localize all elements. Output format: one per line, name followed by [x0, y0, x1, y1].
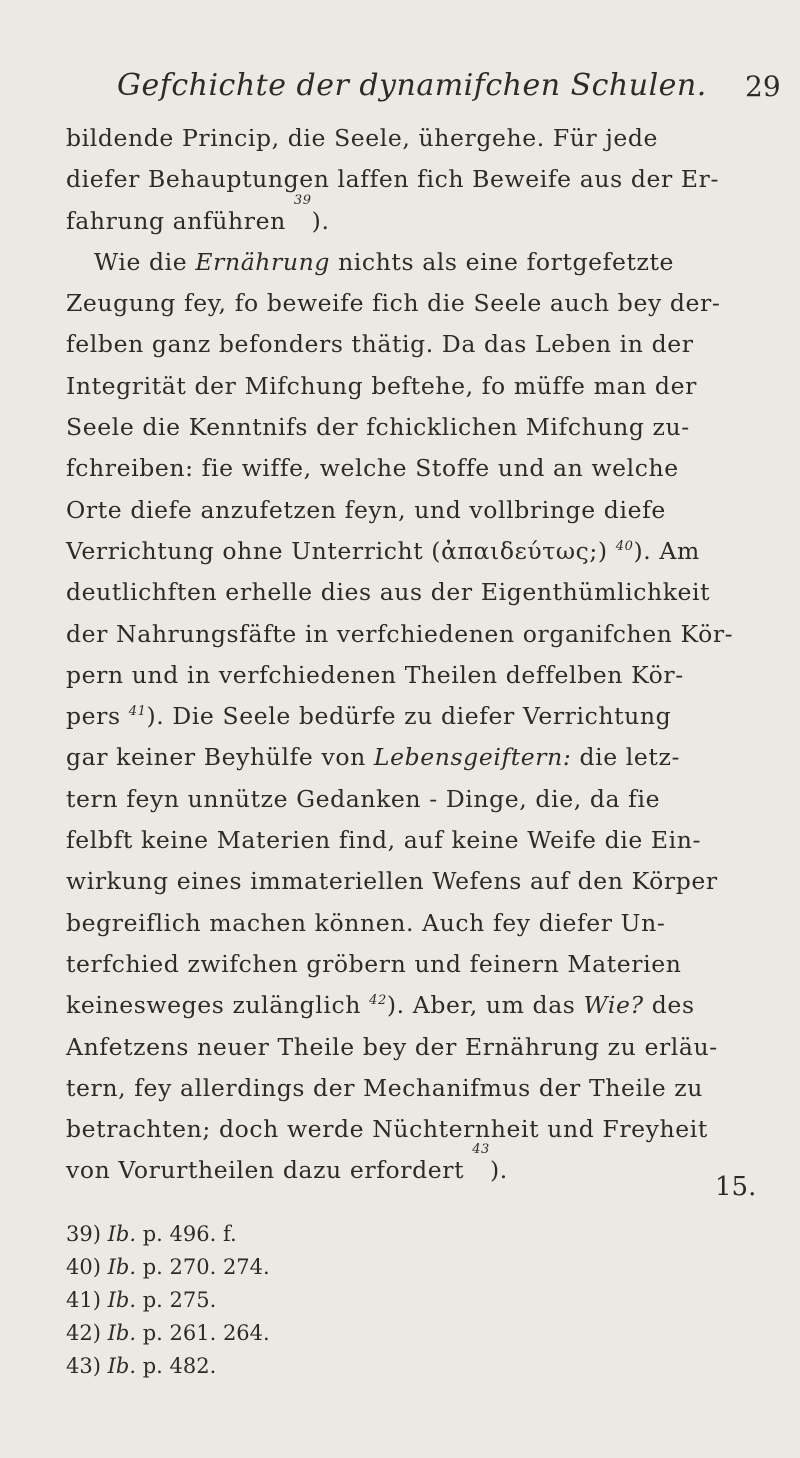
text-line: Integrität der Mifchung beftehe, fo müffe man der [66, 371, 697, 400]
text-line: der Nahrungsfäfte in verfchiedenen organifchen Kör- [66, 619, 734, 648]
footnote: 42) Ib. p. 261. 264. [66, 1321, 270, 1345]
footnote: 43) Ib. p. 482. [66, 1354, 217, 1378]
text-line: Verrichtung ohne Unterricht (ἀπαιδεύτως;) $^{40}$). Am [66, 536, 700, 565]
emphasis: Lebensgeiftern: [373, 743, 572, 772]
text-line: felben ganz befonders thätig. Da das Leben in der [66, 330, 694, 359]
text-line: felbft keine Materien find, auf keine Weife die Ein- [66, 826, 702, 855]
footnote-ref: 41 [128, 704, 147, 720]
text-line: terfchied zwifchen gröbern und feinern Materien [66, 949, 682, 978]
footnote-ref: 39 [293, 192, 312, 208]
footnotes [66, 1218, 270, 1383]
text-line: keinesweges zulänglich $^{42}$). Aber, um das Wie? des [66, 991, 695, 1020]
text-line: deutlichften erhelle dies aus der Eigenthümlichkeit [66, 578, 711, 607]
text-line: Seele die Kenntnifs der fchicklichen Mifchung zu- [66, 413, 690, 442]
footnote-ref: 42 [369, 993, 387, 1009]
text-line: pern und in verfchiedenen Theilen deffelben Kör- [66, 660, 684, 689]
text-line: tern feyn unnütze Gedanken - Dinge, die, da fie [66, 784, 661, 813]
text-line: Zeugung fey, fo beweife fich die Seele auch bey der- [66, 289, 721, 318]
text-line: diefer Behauptungen laffen fich Beweife aus der Er- [66, 165, 720, 194]
text-line: wirkung eines immateriellen Wefens auf den Körper [66, 867, 718, 896]
text-line: begreiflich machen können. Auch fey diefer Un- [66, 908, 666, 937]
text-line: Wie die Ernährung nichts als eine fortgefetzte [94, 247, 675, 276]
footnote-ref: 40 [615, 539, 634, 555]
emphasis: Ernährung [195, 247, 330, 276]
text-line: fahrung anführen 39 ). [66, 201, 766, 242]
body-text [66, 118, 766, 1192]
text-line: gar keiner Beyhülfe von Lebensgeiftern: die letz- [66, 743, 680, 772]
emphasis: Wie? [583, 991, 644, 1020]
footnote: 41) Ib. p. 275. [66, 1288, 217, 1312]
text-line: pers $^{41}$). Die Seele bedürfe zu diefer Verrichtung [66, 702, 672, 731]
footnote-ref: 43 [472, 1142, 490, 1158]
text-line: fchreiben: fie wiffe, welche Stoffe und an welche [66, 454, 679, 483]
text-line: Anfetzens neuer Theile bey der Ernährung zu erläu- [66, 1032, 718, 1061]
text-line: Orte diefe anzufetzen feyn, und vollbringe diefe [66, 495, 666, 524]
text-line: betrachten; doch werde Nüchternheit und Freyheit [66, 1115, 708, 1144]
footnote: 40) Ib. p. 270. 274. [66, 1255, 270, 1279]
page-number: 29 [745, 70, 781, 103]
text-line: von Vorurtheilen dazu erfordert 43 ). [66, 1150, 766, 1191]
running-header: Gefchichte der dynamifchen Schulen. [117, 68, 707, 103]
text-line: tern, fey allerdings der Mechanifmus der Theile zu [66, 1073, 703, 1102]
catchword: 15. [715, 1172, 757, 1202]
text-line: bildende Princip, die Seele, ühergehe. Für jede [66, 124, 658, 152]
footnote: 39) Ib. p. 496. f. [66, 1222, 237, 1246]
